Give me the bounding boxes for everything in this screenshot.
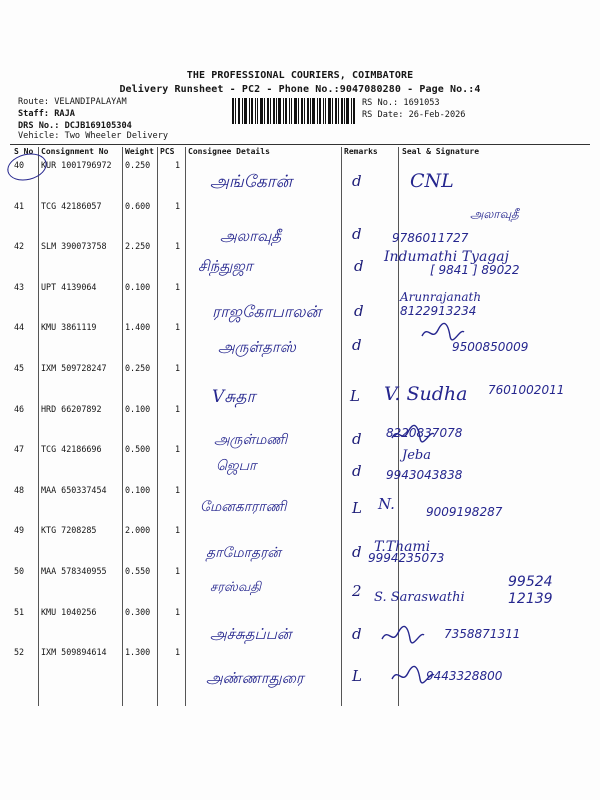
- table-row: [0, 403, 600, 448]
- route-text: Route: VELANDIPALAYAM: [18, 97, 127, 107]
- row-weight: 0.300: [125, 606, 151, 617]
- delivery-remark: d: [352, 172, 362, 190]
- consignee-name-handwritten: அருள்தாஸ்: [218, 338, 296, 357]
- row-serial-number: 42: [14, 241, 25, 252]
- consignee-name-handwritten: தாமோதரன்: [206, 545, 281, 562]
- table-row: [0, 607, 600, 648]
- staff-text: Staff: RAJA: [18, 109, 75, 119]
- table-row: [0, 363, 600, 407]
- delivery-remark: L: [352, 667, 362, 686]
- row-weight: 0.600: [125, 200, 151, 211]
- table-row: [0, 200, 600, 245]
- runsheet-subtitle: Delivery Runsheet - PC2 - Phone No.:9047080280 - Page No.:4: [119, 84, 481, 95]
- handwritten-phone-number: 9500850009: [452, 340, 529, 355]
- row-serial-number: 49: [14, 525, 25, 536]
- table-row: [0, 525, 600, 566]
- row-weight: 1.400: [125, 322, 151, 333]
- row-weight: 2.250: [125, 241, 151, 252]
- signature-handwritten: V. Sudha: [384, 383, 468, 405]
- row-consignment-number: KUR 1001796972: [41, 160, 112, 170]
- row-weight: 0.250: [125, 160, 151, 170]
- signature-handwritten: S. Saraswathi: [374, 590, 465, 605]
- signature-handwritten: Indumathi Tyagaj: [384, 249, 509, 266]
- row-pieces: 1: [175, 322, 181, 333]
- delivery-remark: L: [352, 498, 362, 517]
- col-seal-signature: Seal & Signature: [402, 147, 480, 156]
- handwritten-phone-number: 8220837078: [386, 425, 463, 440]
- row-consignment-number: IXM 509728247: [41, 363, 107, 373]
- vehicle-text: Vehicle: Two Wheeler Delivery: [18, 131, 169, 141]
- row-weight: 0.500: [125, 444, 151, 455]
- consignee-name-handwritten: அங்கோன்: [210, 172, 293, 192]
- signature-handwritten: T.Thami: [374, 539, 431, 556]
- col-remarks: Remarks: [344, 147, 378, 156]
- handwritten-phone-number: 99524 12139: [508, 574, 553, 607]
- handwritten-phone-number: 7358871311: [444, 626, 521, 641]
- row-serial-number: 50: [14, 566, 25, 576]
- row-consignment-number: KTG 7208285: [41, 525, 97, 536]
- row-serial-number: 43: [14, 281, 25, 292]
- delivery-remark: d: [352, 543, 362, 562]
- signature-handwritten: அலாவுதீ: [470, 206, 519, 221]
- consignee-name-handwritten: சிந்துஜா: [198, 257, 253, 276]
- row-consignment-number: TCG 42186057: [41, 200, 102, 211]
- row-consignment-number: MAA 650337454: [41, 484, 107, 495]
- row-consignment-number: HRD 66207892: [41, 403, 102, 414]
- row-pieces: 1: [175, 647, 181, 658]
- row-serial-number: 47: [14, 444, 25, 455]
- col-pcs: PCS: [160, 147, 175, 156]
- row-serial-number: 40: [14, 160, 25, 170]
- col-consignee: Consignee Details: [188, 147, 270, 156]
- row-weight: 0.550: [125, 566, 151, 576]
- row-weight: 1.300: [125, 647, 151, 658]
- consignee-name-handwritten: அருள்மணி: [214, 431, 288, 448]
- row-consignment-number: SLM 390073758: [41, 241, 107, 252]
- signature-handwritten: N.: [378, 494, 395, 513]
- consignee-name-handwritten: அச்சுதப்பன்: [210, 624, 292, 643]
- consignee-name-handwritten: மேனகாராணி: [200, 498, 287, 515]
- row-pieces: 1: [175, 566, 181, 576]
- delivery-remark: d: [352, 224, 362, 243]
- row-weight: 0.100: [125, 403, 151, 414]
- consignee-name-handwritten: ராஜகோபாலன்: [212, 301, 321, 321]
- row-weight: 2.000: [125, 525, 151, 536]
- consignee-name-handwritten: ஜெபா: [216, 458, 257, 475]
- row-consignment-number: KMU 1040256: [41, 606, 97, 617]
- barcode-image: [232, 98, 356, 124]
- col-sno: S No: [14, 147, 34, 156]
- delivery-remark: d: [352, 336, 362, 355]
- row-consignment-number: IXM 509894614: [41, 647, 107, 658]
- row-consignment-number: MAA 578340955: [41, 566, 107, 576]
- handwritten-phone-number: 8122913234: [400, 303, 477, 318]
- row-weight: 0.100: [125, 484, 151, 495]
- handwritten-phone-number: 9009198287: [426, 504, 503, 519]
- handwritten-phone-number: 9443328800: [426, 669, 503, 684]
- row-consignment-number: UPT 4139064: [41, 281, 97, 292]
- rs-number: RS No.: 1691053: [362, 98, 440, 108]
- handwritten-phone-number: 9943043838: [386, 468, 463, 483]
- delivery-remark: d: [352, 462, 362, 481]
- row-consignment-number: KMU 3861119: [41, 322, 97, 333]
- consignee-name-handwritten: சரஸ்வதி: [210, 580, 261, 595]
- handwritten-phone-number: [ 9841 ] 89022: [430, 263, 520, 278]
- row-pieces: 1: [175, 525, 181, 536]
- handwritten-phone-number: 9786011727: [392, 230, 469, 245]
- consignee-name-handwritten: அலாவுதீ: [220, 226, 282, 245]
- col-consignment: Consignment No: [41, 147, 109, 156]
- drs-text: DRS No.: DCJB169105304: [18, 121, 132, 131]
- delivery-remark: d: [352, 429, 362, 448]
- table-row: [0, 566, 600, 607]
- row-pieces: 1: [175, 444, 181, 455]
- row-pieces: 1: [175, 484, 181, 495]
- row-serial-number: 44: [14, 322, 25, 333]
- delivery-remark: d: [354, 257, 364, 276]
- consignee-name-handwritten: அண்ணாதுரை: [206, 669, 304, 688]
- company-title: THE PROFESSIONAL COURIERS, COIMBATORE: [186, 70, 414, 81]
- row-pieces: 1: [175, 200, 181, 211]
- delivery-remark: 2: [352, 582, 362, 600]
- row-pieces: 1: [175, 606, 181, 617]
- handwritten-phone-number: 7601002011: [488, 383, 565, 397]
- table-row: [0, 322, 600, 363]
- row-pieces: 1: [175, 160, 181, 170]
- delivery-remark: d: [352, 624, 362, 643]
- row-pieces: 1: [175, 281, 181, 292]
- delivery-remark: d: [354, 301, 364, 320]
- row-serial-number: 52: [14, 647, 25, 658]
- signature-handwritten: Arunrajanath: [400, 289, 482, 304]
- table-row: [0, 485, 600, 526]
- signature-scribble: [380, 625, 426, 647]
- delivery-remark: L: [350, 387, 360, 405]
- header-rule: [10, 144, 590, 145]
- signature-handwritten: Jeba: [402, 448, 431, 464]
- row-pieces: 1: [175, 363, 181, 373]
- table-row: [0, 444, 600, 485]
- row-serial-number: 48: [14, 484, 25, 495]
- row-pieces: 1: [175, 241, 181, 252]
- signature-handwritten: CNL: [410, 170, 454, 192]
- row-pieces: 1: [175, 403, 181, 414]
- table-row: [0, 160, 600, 201]
- row-serial-number: 51: [14, 606, 25, 617]
- handwritten-phone-number: 9994235073: [368, 551, 445, 566]
- consignee-name-handwritten: Vசுதா: [212, 387, 256, 407]
- row-weight: 0.100: [125, 281, 151, 292]
- row-serial-number: 45: [14, 363, 25, 373]
- row-serial-number: 46: [14, 403, 25, 414]
- row-weight: 0.250: [125, 363, 151, 373]
- row-serial-number: 41: [14, 200, 25, 211]
- rs-date: RS Date: 26-Feb-2026: [362, 110, 466, 120]
- table-row: [0, 282, 600, 323]
- table-row: [0, 241, 600, 282]
- row-consignment-number: TCG 42186696: [41, 444, 102, 455]
- col-weight: Weight: [125, 147, 154, 156]
- table-row: [0, 647, 600, 688]
